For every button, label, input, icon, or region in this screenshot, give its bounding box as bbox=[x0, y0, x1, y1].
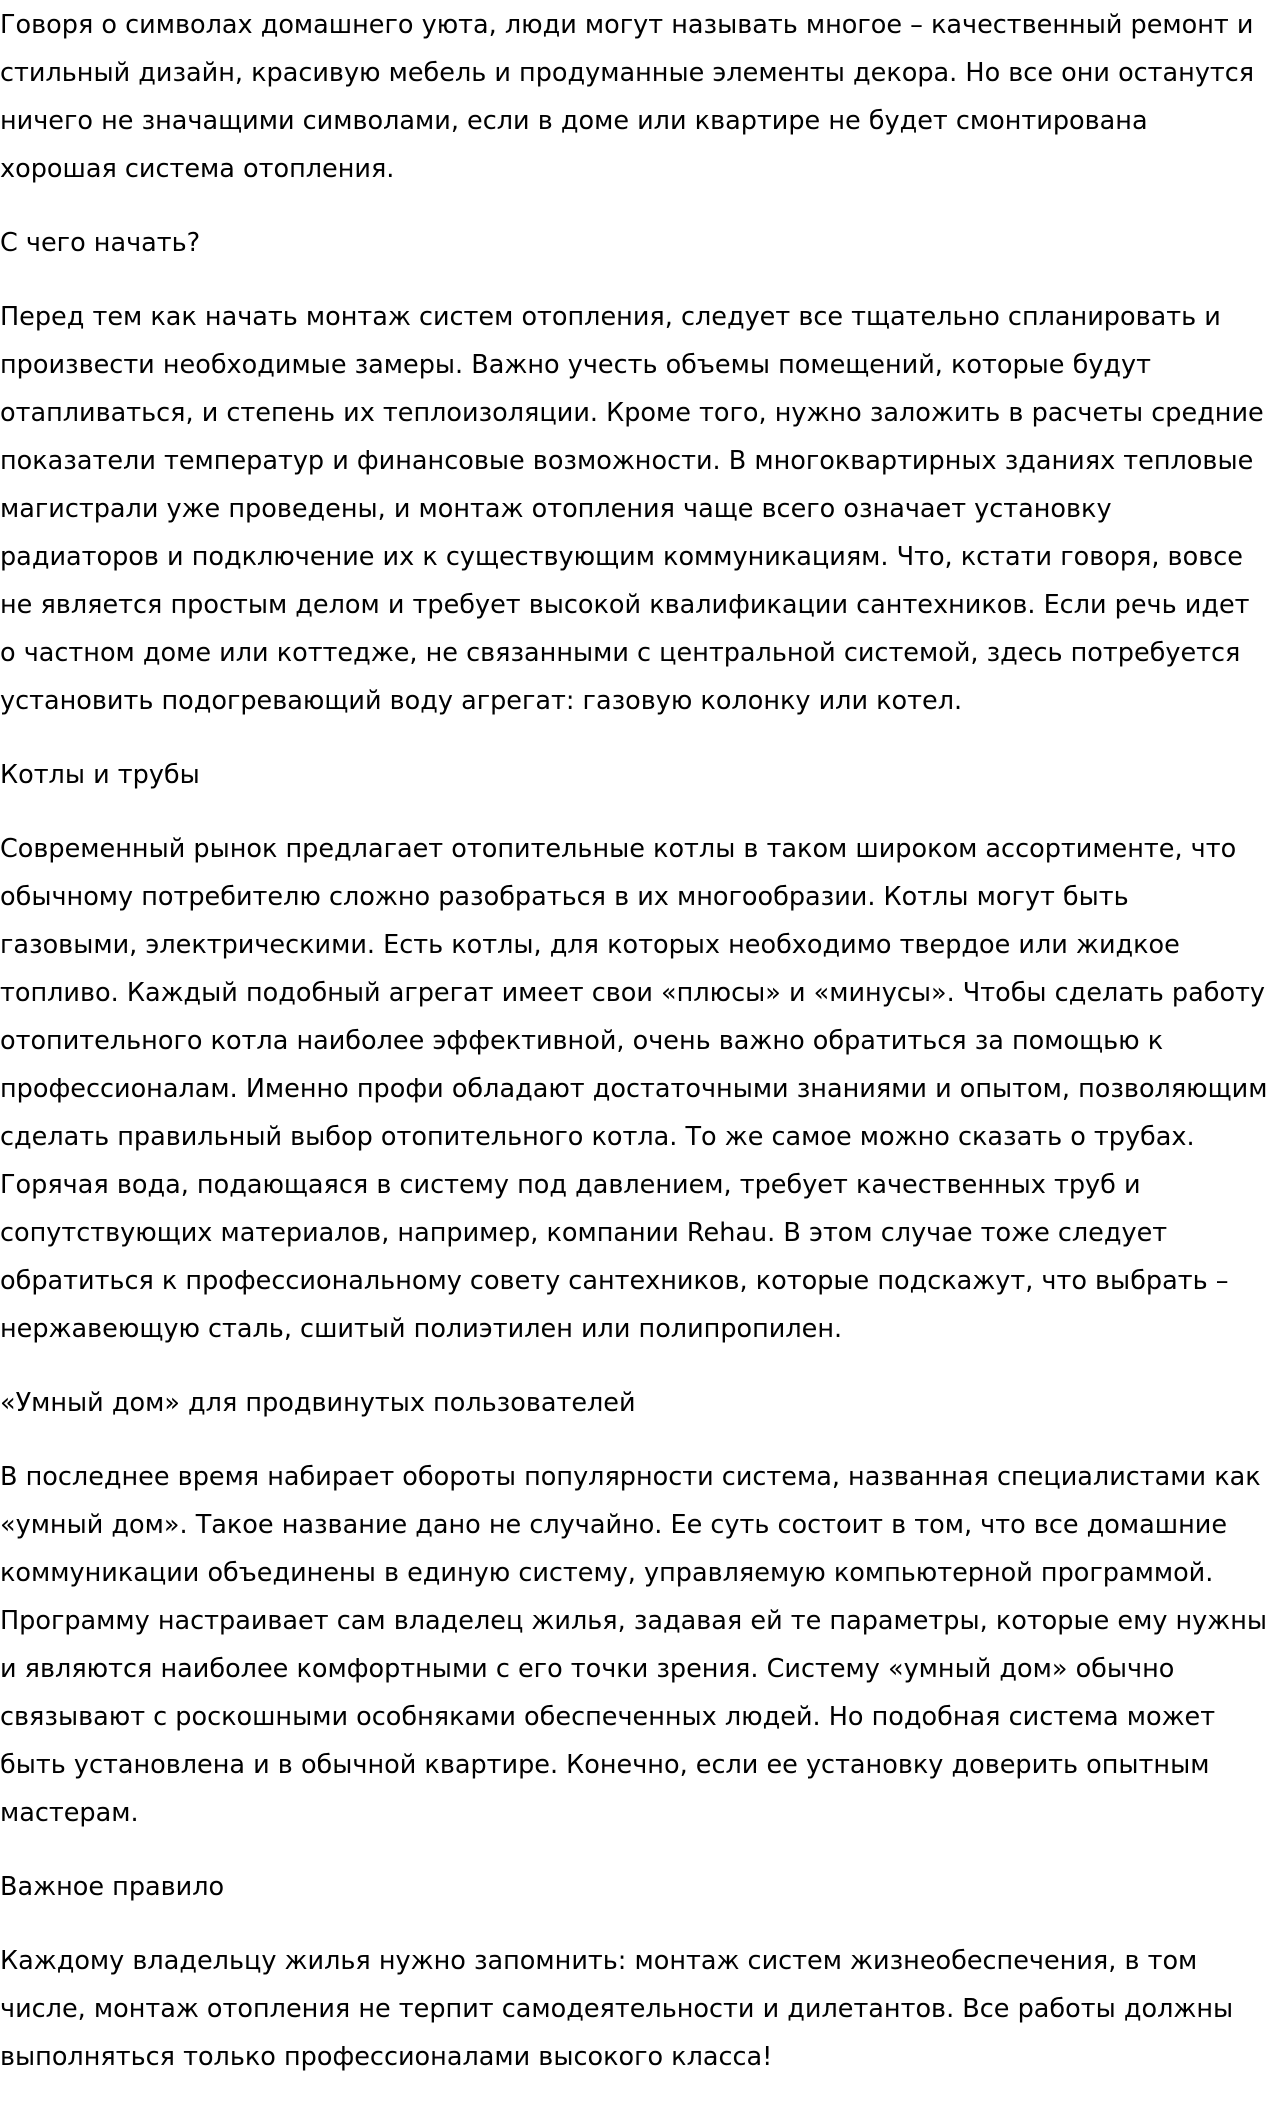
section-paragraph-smart-home: В последнее время набирает обороты популярности система, названная специалистами как «умный дом». Такое название дано не случайно. Ее суть состоит в том, что все домашние коммуникации объединены в единую систему, управляемую компьютерной программой. Программу настраивает сам владелец жилья, задавая ей те параметры, которые ему нужны и являются наиболее комфортными с его точки зрения. Систему «умный дом» обычно связывают с роскошными особняками обеспеченных людей. Но подобная система может быть установлена и в обычной квартире. Конечно, если ее установку доверить опытным мастерам. bbox=[0, 1462, 1268, 1828]
intro-paragraph: Говоря о символах домашнего уюта, люди могут называть многое – качественный ремонт и стильный дизайн, красивую мебель и продуманные элементы декора. Но все они останутся ничего не значащими символами, если в доме или квартире не будет смонтирована хорошая система отопления. bbox=[0, 10, 1255, 184]
section-heading-start: С чего начать? bbox=[0, 228, 201, 258]
section-paragraph-start: Перед тем как начать монтаж систем отопления, следует все тщательно спланировать и произвести необходимые замеры. Важно учесть объемы помещений, которые будут отапливаться, и степень их теплоизоляции. Кроме того, нужно заложить в расчеты средние показатели температур и финансовые возможности. В многоквартирных зданиях тепловые магистрали уже проведены, и монтаж отопления чаще всего означает установку радиаторов и подключение их к существующим коммуникациям. Что, кстати говоря, вовсе не является простым делом и требует высокой квалификации сантехников. Если речь идет о частном доме или коттедже, не связанными с центральной системой, здесь потребуется установить подогревающий воду агрегат: газовую колонку или котел. bbox=[0, 302, 1264, 716]
section-heading-rule: Важное правило bbox=[0, 1872, 225, 1902]
section-paragraph-rule: Каждому владельцу жилья нужно запомнить: монтаж систем жизнеобеспечения, в том числе, монтаж отопления не терпит самодеятельности и дилетантов. Все работы должны выполняться только профессионалами высокого класса! bbox=[0, 1946, 1234, 2072]
article-body bbox=[0, 1, 1268, 2107]
section-heading-boilers: Котлы и трубы bbox=[0, 760, 200, 790]
section-heading-smart-home: «Умный дом» для продвинутых пользователей bbox=[0, 1388, 636, 1418]
section-paragraph-boilers: Современный рынок предлагает отопительные котлы в таком широком ассортименте, что обычному потребителю сложно разобраться в их многообразии. Котлы могут быть газовыми, электрическими. Есть котлы, для которых необходимо твердое или жидкое топливо. Каждый подобный агрегат имеет свои «плюсы» и «минусы». Чтобы сделать работу отопительного котла наиболее эффективной, очень важно обратиться за помощью к профессионалам. Именно профи обладают достаточными знаниями и опытом, позволяющим сделать правильный выбор отопительного котла. То же самое можно сказать о трубах. Горячая вода, подающаяся в систему под давлением, требует качественных труб и сопутствующих материалов, например, компании Rehau. В этом случае тоже следует обратиться к профессиональному совету сантехников, которые подскажут, что выбрать – нержавеющую сталь, сшитый полиэтилен или полипропилен. bbox=[0, 834, 1268, 1344]
